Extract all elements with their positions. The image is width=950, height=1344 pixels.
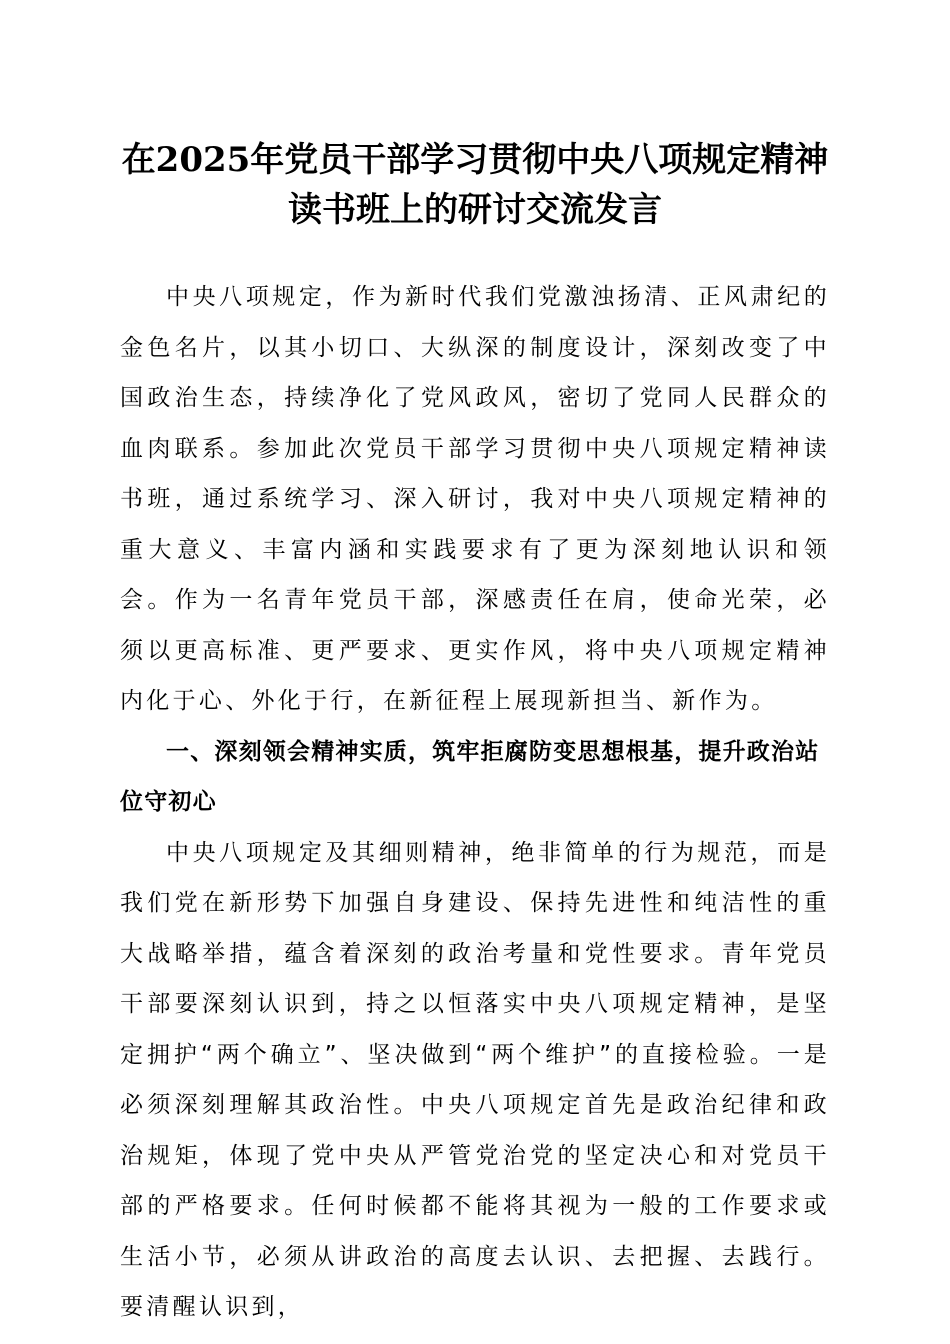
intro-paragraph: 中央八项规定，作为新时代我们党激浊扬清、正风肃纪的金色名片，以其小切口、大纵深的制度设计，深刻改变了中国政治生态，持续净化了党风政风，密切了党同人民群众的血肉联系。参加此次党员干部学习贯彻中央八项规定精神读书班，通过系统学习、深入研讨，我对中央八项规定精神的重大意义、丰富内涵和实践要求有了更为深刻地认识和领会。作为一名青年党员干部，深感责任在肩，使命光荣，必须以更高标准、更严要求、更实作风，将中央八项规定精神内化于心、外化于行，在新征程上展现新担当、新作为。 <box>120 284 830 714</box>
section-paragraph-1: 中央八项规定及其细则精神，绝非简单的行为规范，而是我们党在新形势下加强自身建设、保持先进性和纯洁性的重大战略举措，蕴含着深刻的政治考量和党性要求。青年党员干部要深刻认识到，持之以恒落实中央八项规定精神，是坚定拥护“两个确立”、坚决做到“两个维护”的直接检验。一是必须深刻理解其政治性。中央八项规定首先是政治纪律和政治规矩，体现了党中央从严管党治党的坚定决心和对党员干部的严格要求。任何时候都不能将其视为一般的工作要求或生活小节，必须从讲政治的高度去认识、去把握、去践行。要清醒认识到， <box>120 839 830 1320</box>
document-title: 在2025年党员干部学习贯彻中央八项规定精神读书班上的研讨交流发言 <box>121 140 829 230</box>
document-body <box>120 272 830 1333</box>
section-heading-1: 一、深刻领会精神实质，筑牢拒腐防变思想根基，提升政治站位守初心 <box>120 738 820 815</box>
